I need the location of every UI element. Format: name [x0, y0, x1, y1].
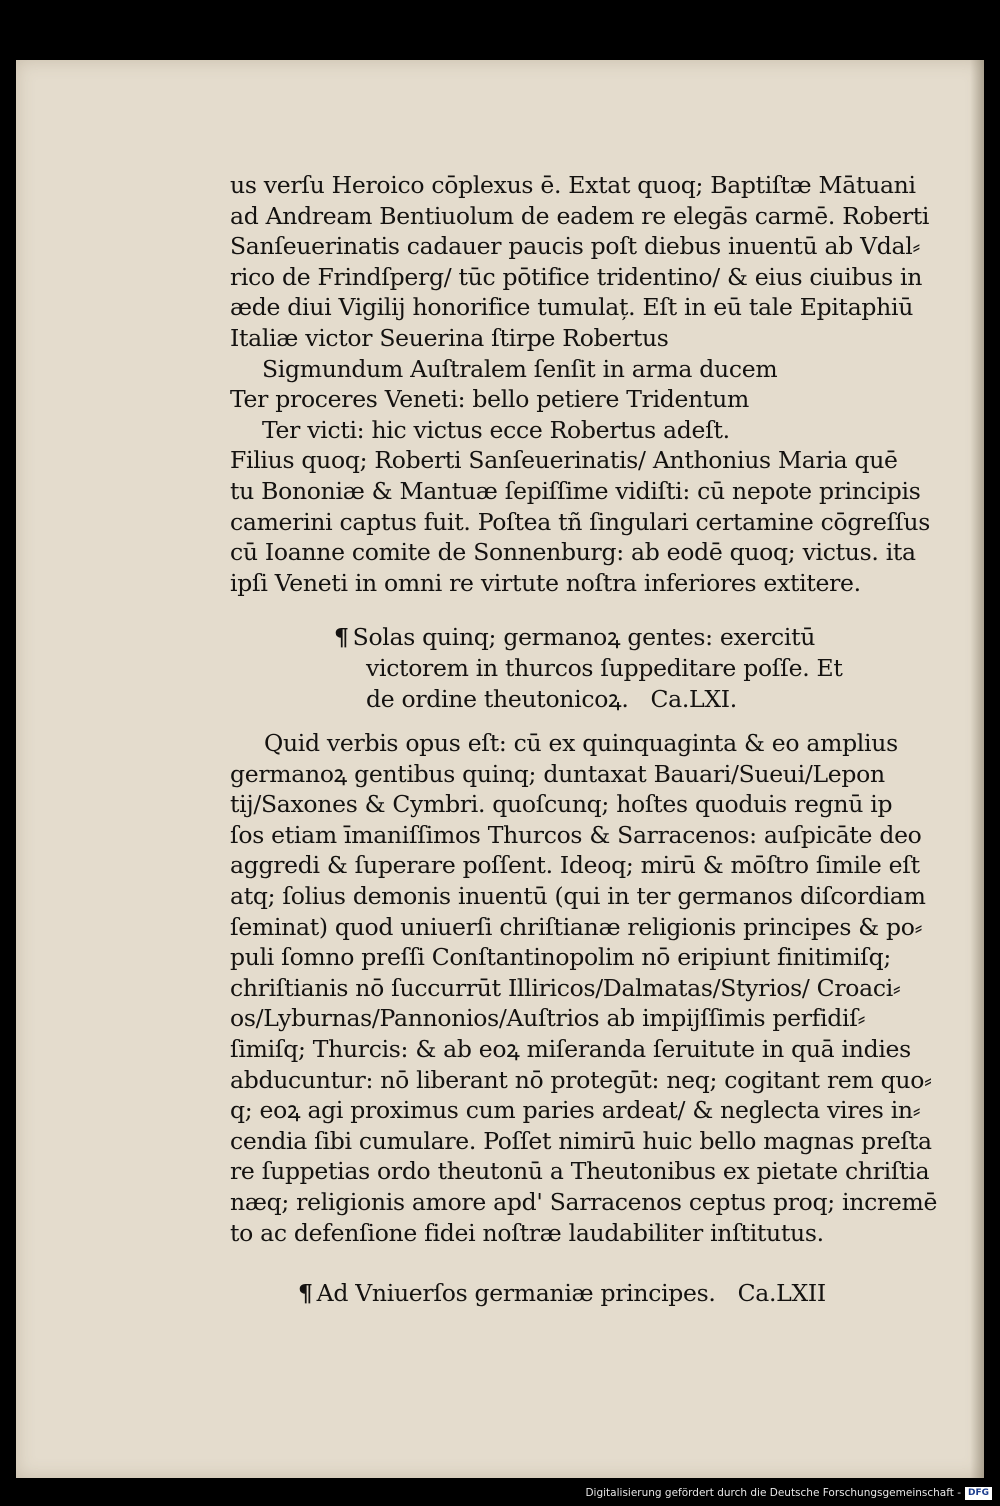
text-line: cū Ioanne comite de Sonnenburg: ab eodē quoq; victus. ita	[230, 538, 916, 567]
text-line: Quid verbis opus eſt: cū ex quinquaginta & eo amplius	[264, 729, 898, 758]
chapter-61-heading-text: de ordine theutonicoꝝ.	[366, 684, 629, 713]
text-line: os/Lyburnas/Pannonios/Auſtrios ab impijſſimis perfidiſ⸗	[230, 1004, 866, 1033]
text-line: cendia ſibi cumulare. Poſſet nimirū huic bello magnas preſta	[230, 1126, 932, 1155]
text-line: Filius quoq; Roberti Sanſeuerinatis/ Anthonius Maria quē	[230, 446, 898, 475]
text-line: rico de Frindſperg/ tūc pōtifice tridentino/ & eius ciuibus in	[230, 262, 923, 291]
text-line: tij/Saxones & Cymbri. quoſcunq; hoſtes quoduis regnū ip	[230, 790, 893, 819]
text-line: chriſtianis nō ſuccurrūt Illiricos/Dalmatas/Styrios/ Croaci⸗	[230, 973, 901, 1002]
chapter-61-number: Ca.LXI.	[650, 684, 737, 713]
text-line: ſos etiam īmaniſſimos Thurcos & Sarracenos: auſpicāte deo	[230, 820, 922, 849]
text-line: aggredi & ſuperare poſſent. Ideoq; mirū & mōſtro ſimile eſt	[230, 851, 920, 880]
digitization-credit	[585, 1484, 992, 1502]
text-line: camerini captus fuit. Poſtea tñ ſingulari certamine cōgreſſus	[230, 507, 930, 536]
text-line: us verſu Heroico cōplexus ē. Extat quoq; Baptiſtæ Mātuani	[230, 171, 916, 199]
chapter-61-heading-text: Solas quinq; germanoꝝ gentes: exercitū	[352, 623, 816, 652]
chapter-61-heading-line: victorem in thurcos ſuppeditare poſſe. Et	[366, 653, 843, 682]
text-line: Sanſeuerinatis cadauer paucis poſt diebus inuentū ab Vdal⸗	[230, 232, 920, 261]
text-line: æde diui Vigilij honorifice tumulaț. Eſt in eū tale Epitaphiū	[230, 293, 914, 322]
text-line: ſeminat) quod uniuerſi chriſtianæ religionis principes & po⸗	[230, 912, 923, 941]
epitaph-verse-2: Sigmundum Auſtralem ſenſit in arma ducem	[262, 354, 778, 383]
epitaph-verse-1: Italiæ victor Seuerina ſtirpe Robertus	[230, 323, 669, 352]
text-line: q; eoꝝ agi proximus cum paries ardeat/ & neglecta vires in⸗	[230, 1096, 921, 1125]
chapter-61-heading-line	[230, 622, 950, 653]
chapter-61-heading-line	[230, 684, 950, 715]
page-text	[230, 170, 950, 1309]
text-line: tu Bononiæ & Mantuæ ſepiſſime vidiſti: cū nepote principis	[230, 476, 921, 505]
epitaph-verse-4: Ter victi: hic victus ecce Robertus adeſt.	[262, 415, 730, 444]
text-line: to ac defenſione fidei noſtræ laudabiliter inſtitutus.	[230, 1218, 824, 1247]
text-line: næq; religionis amore apd' Sarracenos ceptus proq; incremē	[230, 1188, 938, 1216]
epitaph-verse-3: Ter proceres Veneti: bello petiere Tridentum	[230, 385, 749, 414]
chapter-62-number: Ca.LXII	[737, 1279, 826, 1308]
pilcrow-icon: ¶	[298, 1279, 313, 1308]
spacer	[230, 598, 950, 622]
text-line: re ſuppetias ordo theutonū a Theutonibus ex pietate chriſtia	[230, 1157, 930, 1186]
text-line: atq; ſolius demonis inuentū (qui in ter germanos diſcordiam	[230, 882, 926, 911]
chapter-62-heading-text: Ad Vniuerſos germaniæ principes.	[316, 1279, 716, 1308]
credit-text: Digitalisierung gefördert durch die Deutsche Forschungsgemeinschaft -	[585, 1487, 961, 1499]
text-line: ſimiſq; Thurcis: & ab eoꝝ miſeranda ſeruitute in quā indies	[230, 1035, 911, 1064]
text-line: abducuntur: nō liberant nō protegūt: neq; cogitant rem quo⸗	[230, 1065, 932, 1094]
pilcrow-icon: ¶	[334, 623, 349, 652]
text-line: ipſi Veneti in omni re virtute noſtra inferiores extitere.	[230, 568, 861, 597]
book-page	[16, 60, 984, 1478]
text-line: germanoꝝ gentibus quinq; duntaxat Bauari/Sueui/Lepon	[230, 759, 885, 788]
dfg-logo-icon: DFG	[965, 1487, 992, 1500]
chapter-62-heading-line	[230, 1278, 950, 1309]
text-line: puli ſomno preſſi Conſtantinopolim nō eripiunt finitimiſq;	[230, 943, 891, 972]
text-line: ad Andream Bentiuolum de eadem re elegās carmē. Roberti	[230, 201, 930, 230]
spacer	[230, 1248, 950, 1278]
spacer	[230, 714, 950, 728]
